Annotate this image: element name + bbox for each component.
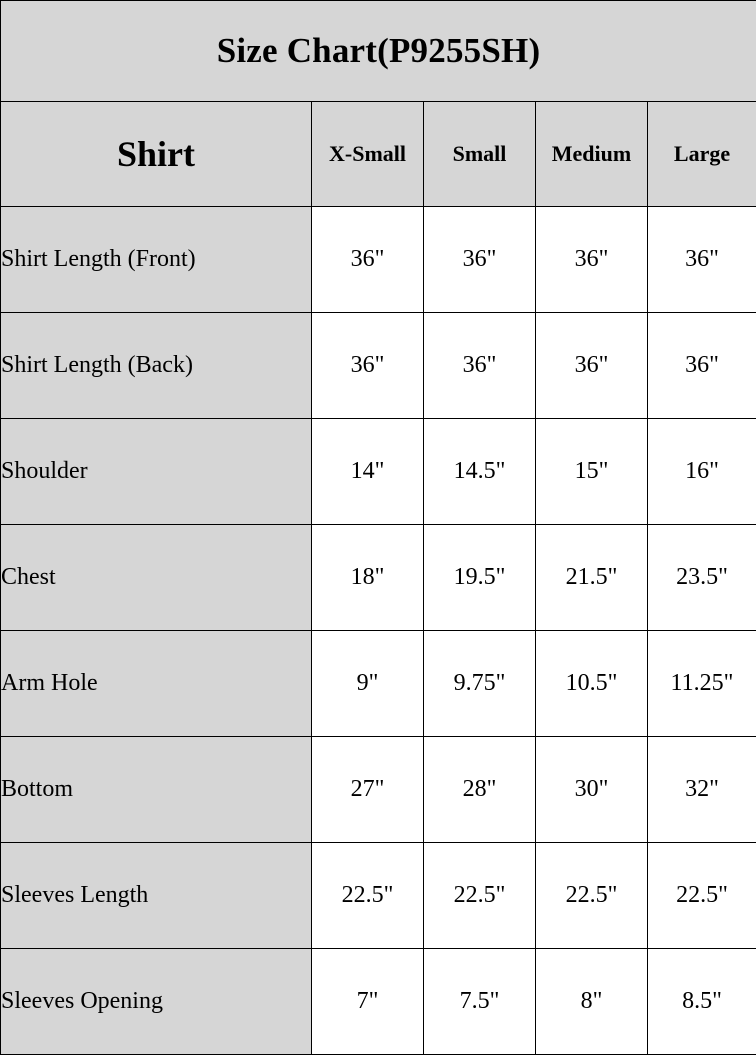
table-row [1,631,756,737]
table-row [1,313,756,419]
row-label-chest: Chest [1,525,312,631]
cell-chest-x-small: 18" [312,525,424,631]
cell-chest-large: 23.5" [648,525,756,631]
cell-bottom-x-small: 27" [312,737,424,843]
cell-arm-hole-x-small: 9" [312,631,424,737]
cell-shirt-length-front-medium: 36" [536,207,648,313]
cell-shoulder-medium: 15" [536,419,648,525]
row-label-shirt-length-front: Shirt Length (Front) [1,207,312,313]
title-row [1,1,756,102]
table-row [1,737,756,843]
cell-bottom-large: 32" [648,737,756,843]
cell-shirt-length-back-large: 36" [648,313,756,419]
table-header-row [1,102,756,207]
cell-arm-hole-medium: 10.5" [536,631,648,737]
cell-chest-medium: 21.5" [536,525,648,631]
cell-sleeves-opening-x-small: 7" [312,949,424,1055]
row-label-sleeves-length: Sleeves Length [1,843,312,949]
cell-chest-small: 19.5" [424,525,536,631]
row-label-sleeves-opening: Sleeves Opening [1,949,312,1055]
row-label-shirt-length-back: Shirt Length (Back) [1,313,312,419]
cell-bottom-small: 28" [424,737,536,843]
cell-shirt-length-front-small: 36" [424,207,536,313]
cell-shoulder-x-small: 14" [312,419,424,525]
table-row [1,419,756,525]
table-row [1,843,756,949]
cell-sleeves-length-medium: 22.5" [536,843,648,949]
column-header-large: Large [648,102,756,207]
page-title: Size Chart(P9255SH) [1,1,756,102]
header-corner-label: Shirt [1,102,312,207]
table-row [1,949,756,1055]
cell-shirt-length-back-medium: 36" [536,313,648,419]
row-label-shoulder: Shoulder [1,419,312,525]
cell-sleeves-opening-medium: 8" [536,949,648,1055]
cell-bottom-medium: 30" [536,737,648,843]
cell-sleeves-length-x-small: 22.5" [312,843,424,949]
cell-shoulder-large: 16" [648,419,756,525]
column-header-medium: Medium [536,102,648,207]
cell-shirt-length-back-small: 36" [424,313,536,419]
cell-shirt-length-front-large: 36" [648,207,756,313]
cell-arm-hole-large: 11.25" [648,631,756,737]
cell-sleeves-opening-large: 8.5" [648,949,756,1055]
row-label-bottom: Bottom [1,737,312,843]
table-row [1,207,756,313]
cell-arm-hole-small: 9.75" [424,631,536,737]
cell-sleeves-length-small: 22.5" [424,843,536,949]
cell-shoulder-small: 14.5" [424,419,536,525]
cell-shirt-length-front-x-small: 36" [312,207,424,313]
cell-sleeves-opening-small: 7.5" [424,949,536,1055]
cell-shirt-length-back-x-small: 36" [312,313,424,419]
cell-sleeves-length-large: 22.5" [648,843,756,949]
row-label-arm-hole: Arm Hole [1,631,312,737]
column-header-small: Small [424,102,536,207]
column-header-x-small: X-Small [312,102,424,207]
table-row [1,525,756,631]
